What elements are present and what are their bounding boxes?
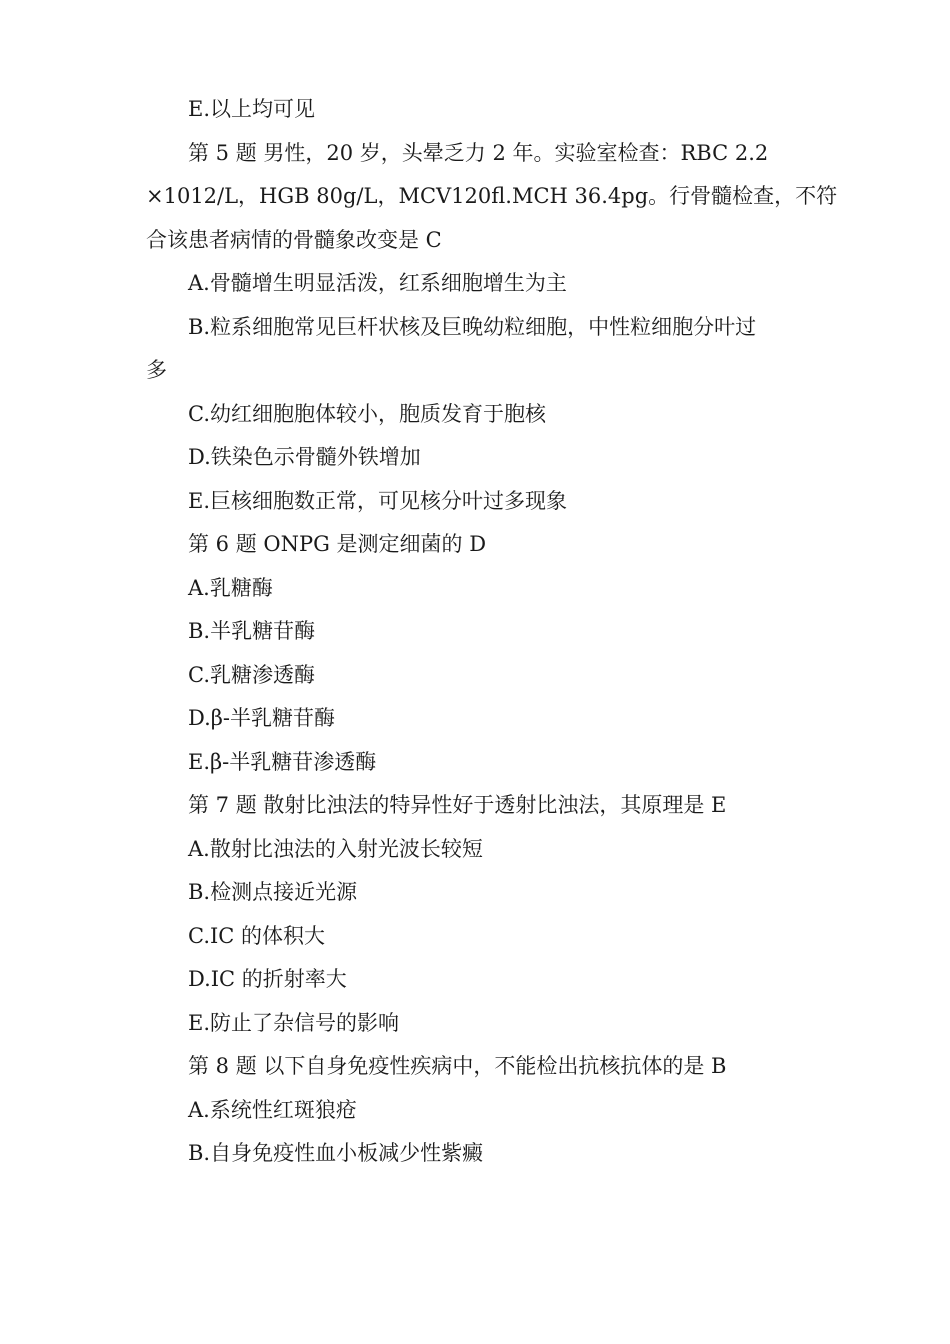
option-line: B.粒系细胞常见巨杆状核及巨晚幼粒细胞，中性粒细胞分叶过	[188, 314, 757, 339]
option-line: B.自身免疫性血小板减少性紫癜	[188, 1141, 484, 1165]
question-6: 第 6 题 ONPG 是测定细菌的 D	[188, 532, 487, 556]
option-line: E.巨核细胞数正常，可见核分叶过多现象	[188, 488, 568, 513]
option-line: A.乳糖酶	[188, 575, 273, 600]
option-line: B.半乳糖苷酶	[188, 619, 316, 643]
option-line-continuation: 多	[146, 358, 167, 382]
option-line: D.铁染色示骨髓外铁增加	[188, 445, 421, 469]
option-line: E.β-半乳糖苷渗透酶	[188, 749, 377, 774]
question-5-line-2: ×1012/L，HGB 80g/L，MCV120fl.MCH 36.4pg。行骨髓检查，不符	[146, 184, 838, 208]
option-line: D.IC 的折射率大	[188, 967, 347, 991]
option-line: C.幼红细胞胞体较小，胞质发育于胞核	[188, 401, 546, 426]
option-line: C.IC 的体积大	[188, 923, 326, 948]
option-line: A.散射比浊法的入射光波长较短	[188, 836, 483, 861]
option-line: E.以上均可见	[188, 97, 316, 121]
option-line: A.骨髓增生明显活泼，红系细胞增生为主	[188, 271, 567, 295]
question-5-line-3: 合该患者病情的骨髓象改变是 C	[146, 227, 442, 252]
document-body	[146, 88, 838, 1176]
option-line: E.防止了杂信号的影响	[188, 1010, 400, 1035]
option-line: A.系统性红斑狼疮	[188, 1097, 357, 1122]
option-line: D.β-半乳糖苷酶	[188, 706, 335, 730]
question-5-line-1: 第 5 题 男性，20 岁，头晕乏力 2 年。实验室检查：RBC 2.2	[188, 140, 769, 165]
question-7: 第 7 题 散射比浊法的特异性好于透射比浊法，其原理是 E	[188, 793, 727, 817]
option-line: B.检测点接近光源	[188, 880, 358, 904]
question-8: 第 8 题 以下自身免疫性疾病中，不能检出抗核抗体的是 B	[188, 1054, 727, 1078]
option-line: C.乳糖渗透酶	[188, 662, 315, 687]
